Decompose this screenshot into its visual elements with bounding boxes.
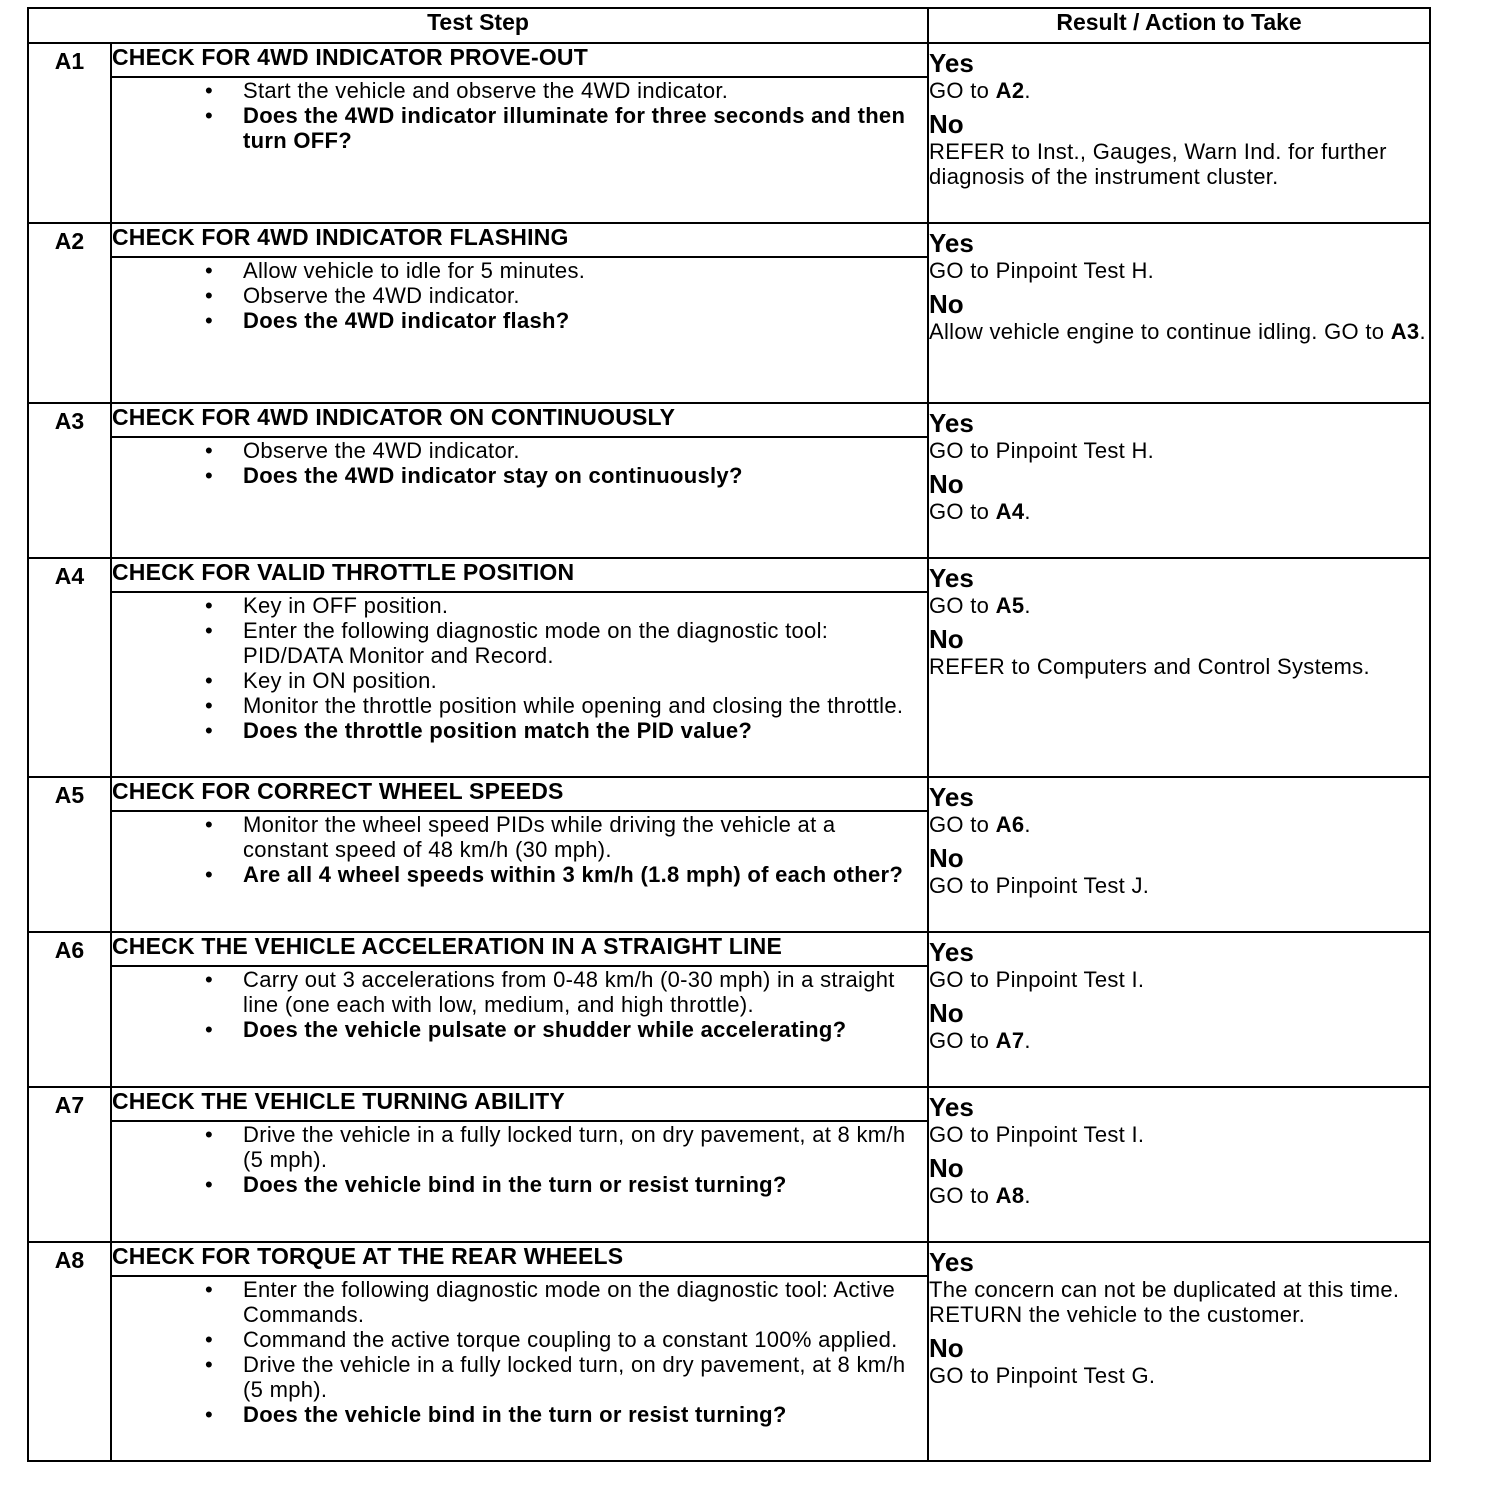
no-action-text: GO to: [929, 1183, 990, 1208]
no-label: No: [929, 289, 964, 319]
no-suffix: .: [1024, 1183, 1031, 1208]
step-id-label: A4: [54, 563, 85, 589]
instruction-item: • Monitor the wheel speed PIDs while driving the vehicle at a constant speed of 48 km/h (30 mph).: [112, 812, 927, 862]
no-action-text: REFER to Computers and Control Systems.: [929, 654, 1370, 679]
yes-action-text: GO to: [929, 812, 990, 837]
yes-action-text: GO to: [929, 78, 990, 103]
instruction-list: [112, 593, 927, 743]
no-action: [929, 319, 1429, 344]
step-title-row: [28, 223, 1430, 257]
yes-action-text: GO to Pinpoint Test I.: [929, 967, 1145, 992]
question-item: • Does the 4WD indicator stay on continuously?: [112, 463, 927, 488]
step-id: [28, 777, 111, 932]
yes-action: [929, 593, 1429, 618]
instruction-list: [112, 812, 927, 887]
instruction-item: • Command the active torque coupling to a constant 100% applied.: [112, 1327, 927, 1352]
step-instructions: [111, 966, 928, 1087]
no-step-ref: A3: [1390, 319, 1420, 344]
diagnostic-document: [27, 7, 1429, 1491]
no-label: No: [929, 109, 964, 139]
yes-action-text: GO to: [929, 593, 990, 618]
instruction-item: • Key in ON position.: [112, 668, 927, 693]
step-instructions: [111, 1121, 928, 1242]
step-title: CHECK FOR 4WD INDICATOR ON CONTINUOUSLY: [111, 403, 928, 437]
yes-label: Yes: [929, 1247, 974, 1277]
question-item: • Does the 4WD indicator flash?: [112, 308, 927, 333]
instruction-list: [112, 1122, 927, 1197]
no-label: No: [929, 469, 964, 499]
step-instructions: [111, 592, 928, 777]
no-action: [929, 499, 1429, 524]
step-title-row: [28, 1242, 1430, 1276]
yes-suffix: .: [1024, 812, 1031, 837]
question-item: • Are all 4 wheel speeds within 3 km/h (1.8 mph) of each other?: [112, 862, 927, 887]
no-action: [929, 139, 1429, 189]
diagnostic-table: [27, 7, 1431, 1462]
no-action: [929, 873, 1429, 898]
header-test-step: Test Step: [28, 8, 928, 43]
no-action: [929, 1363, 1429, 1388]
no-action-text: REFER to Inst., Gauges, Warn Ind. for further diagnosis of the instrument cluster.: [929, 139, 1387, 189]
table-body: [28, 43, 1430, 1461]
step-result: [928, 558, 1430, 777]
yes-action-text: GO to Pinpoint Test I.: [929, 1122, 1145, 1147]
step-title: CHECK FOR 4WD INDICATOR PROVE-OUT: [111, 43, 928, 77]
yes-action: [929, 258, 1429, 283]
step-instructions: [111, 811, 928, 932]
no-action: [929, 654, 1429, 679]
yes-label: Yes: [929, 48, 974, 78]
step-result: [928, 1087, 1430, 1242]
step-result: [928, 1242, 1430, 1461]
no-action-text: GO to: [929, 499, 990, 524]
no-step-ref: A8: [995, 1183, 1025, 1208]
step-title: CHECK FOR TORQUE AT THE REAR WHEELS: [111, 1242, 928, 1276]
yes-action-text: GO to Pinpoint Test H.: [929, 438, 1155, 463]
no-action-text: Allow vehicle engine to continue idling. GO to: [929, 319, 1385, 344]
no-action-text: GO to: [929, 1028, 990, 1053]
no-label: No: [929, 624, 964, 654]
step-title: CHECK THE VEHICLE TURNING ABILITY: [111, 1087, 928, 1121]
instruction-item: • Start the vehicle and observe the 4WD indicator.: [112, 78, 927, 103]
instruction-item: • Observe the 4WD indicator.: [112, 283, 927, 308]
no-action-text: GO to Pinpoint Test G.: [929, 1363, 1156, 1388]
step-instructions: [111, 1276, 928, 1461]
step-id-label: A5: [54, 782, 85, 808]
step-id: [28, 223, 111, 403]
step-title-row: [28, 932, 1430, 966]
instruction-list: [112, 258, 927, 333]
yes-suffix: .: [1024, 593, 1031, 618]
yes-step-ref: A5: [995, 593, 1025, 618]
instruction-list: [112, 1277, 927, 1427]
yes-action: [929, 438, 1429, 463]
yes-step-ref: A6: [995, 812, 1025, 837]
step-result: [928, 932, 1430, 1087]
table-header-row: [28, 8, 1430, 43]
step-title: CHECK FOR VALID THROTTLE POSITION: [111, 558, 928, 592]
step-title-row: [28, 403, 1430, 437]
step-title-row: [28, 777, 1430, 811]
step-result: [928, 403, 1430, 558]
no-action-text: GO to Pinpoint Test J.: [929, 873, 1150, 898]
step-title-row: [28, 558, 1430, 592]
step-id: [28, 932, 111, 1087]
step-instructions: [111, 437, 928, 558]
no-label: No: [929, 998, 964, 1028]
step-id: [28, 403, 111, 558]
step-result: [928, 43, 1430, 223]
yes-action: [929, 812, 1429, 837]
instruction-item: • Allow vehicle to idle for 5 minutes.: [112, 258, 927, 283]
no-label: No: [929, 1333, 964, 1363]
yes-action-text: GO to Pinpoint Test H.: [929, 258, 1155, 283]
question-item: • Does the throttle position match the PID value?: [112, 718, 927, 743]
question-item: • Does the vehicle pulsate or shudder while accelerating?: [112, 1017, 927, 1042]
question-item: • Does the vehicle bind in the turn or resist turning?: [112, 1402, 927, 1427]
instruction-item: • Monitor the throttle position while opening and closing the throttle.: [112, 693, 927, 718]
yes-action: [929, 1122, 1429, 1147]
step-title: CHECK FOR 4WD INDICATOR FLASHING: [111, 223, 928, 257]
yes-label: Yes: [929, 563, 974, 593]
question-item: • Does the vehicle bind in the turn or resist turning?: [112, 1172, 927, 1197]
no-action: [929, 1183, 1429, 1208]
step-id-label: A8: [54, 1247, 85, 1273]
no-label: No: [929, 843, 964, 873]
no-step-ref: A7: [995, 1028, 1025, 1053]
step-id-label: A6: [54, 937, 85, 963]
step-id: [28, 1087, 111, 1242]
step-id: [28, 43, 111, 223]
no-suffix: .: [1024, 499, 1031, 524]
instruction-item: • Drive the vehicle in a fully locked turn, on dry pavement, at 8 km/h (5 mph).: [112, 1352, 927, 1402]
header-result-action: Result / Action to Take: [928, 8, 1430, 43]
step-id-label: A3: [54, 408, 85, 434]
no-step-ref: A4: [995, 499, 1025, 524]
step-id-label: A7: [54, 1092, 85, 1118]
yes-action: [929, 1277, 1429, 1327]
step-instructions: [111, 77, 928, 223]
yes-label: Yes: [929, 782, 974, 812]
instruction-item: • Key in OFF position.: [112, 593, 927, 618]
instruction-list: [112, 438, 927, 488]
instruction-list: [112, 78, 927, 153]
step-title: CHECK THE VEHICLE ACCELERATION IN A STRAIGHT LINE: [111, 932, 928, 966]
yes-action: [929, 967, 1429, 992]
no-suffix: .: [1419, 319, 1426, 344]
yes-action: [929, 78, 1429, 103]
no-label: No: [929, 1153, 964, 1183]
yes-label: Yes: [929, 228, 974, 258]
step-title-row: [28, 1087, 1430, 1121]
instruction-item: • Drive the vehicle in a fully locked turn, on dry pavement, at 8 km/h (5 mph).: [112, 1122, 927, 1172]
instruction-item: • Carry out 3 accelerations from 0-48 km/h (0-30 mph) in a straight line (one each with low, medium, and high throttle).: [112, 967, 927, 1017]
instruction-item: • Enter the following diagnostic mode on the diagnostic tool: PID/DATA Monitor and Record.: [112, 618, 927, 668]
no-suffix: .: [1024, 1028, 1031, 1053]
step-instructions: [111, 257, 928, 403]
instruction-item: • Enter the following diagnostic mode on the diagnostic tool: Active Commands.: [112, 1277, 927, 1327]
yes-label: Yes: [929, 408, 974, 438]
step-result: [928, 777, 1430, 932]
yes-label: Yes: [929, 1092, 974, 1122]
no-action: [929, 1028, 1429, 1053]
step-id-label: A2: [54, 228, 85, 254]
yes-step-ref: A2: [995, 78, 1025, 103]
instruction-list: [112, 967, 927, 1042]
yes-label: Yes: [929, 937, 974, 967]
question-item: • Does the 4WD indicator illuminate for three seconds and then turn OFF?: [112, 103, 927, 153]
step-id: [28, 558, 111, 777]
step-id: [28, 1242, 111, 1461]
yes-action-text: The concern can not be duplicated at this time. RETURN the vehicle to the customer.: [929, 1277, 1400, 1327]
yes-suffix: .: [1024, 78, 1031, 103]
step-id-label: A1: [54, 48, 85, 74]
step-title: CHECK FOR CORRECT WHEEL SPEEDS: [111, 777, 928, 811]
step-title-row: [28, 43, 1430, 77]
step-result: [928, 223, 1430, 403]
instruction-item: • Observe the 4WD indicator.: [112, 438, 927, 463]
